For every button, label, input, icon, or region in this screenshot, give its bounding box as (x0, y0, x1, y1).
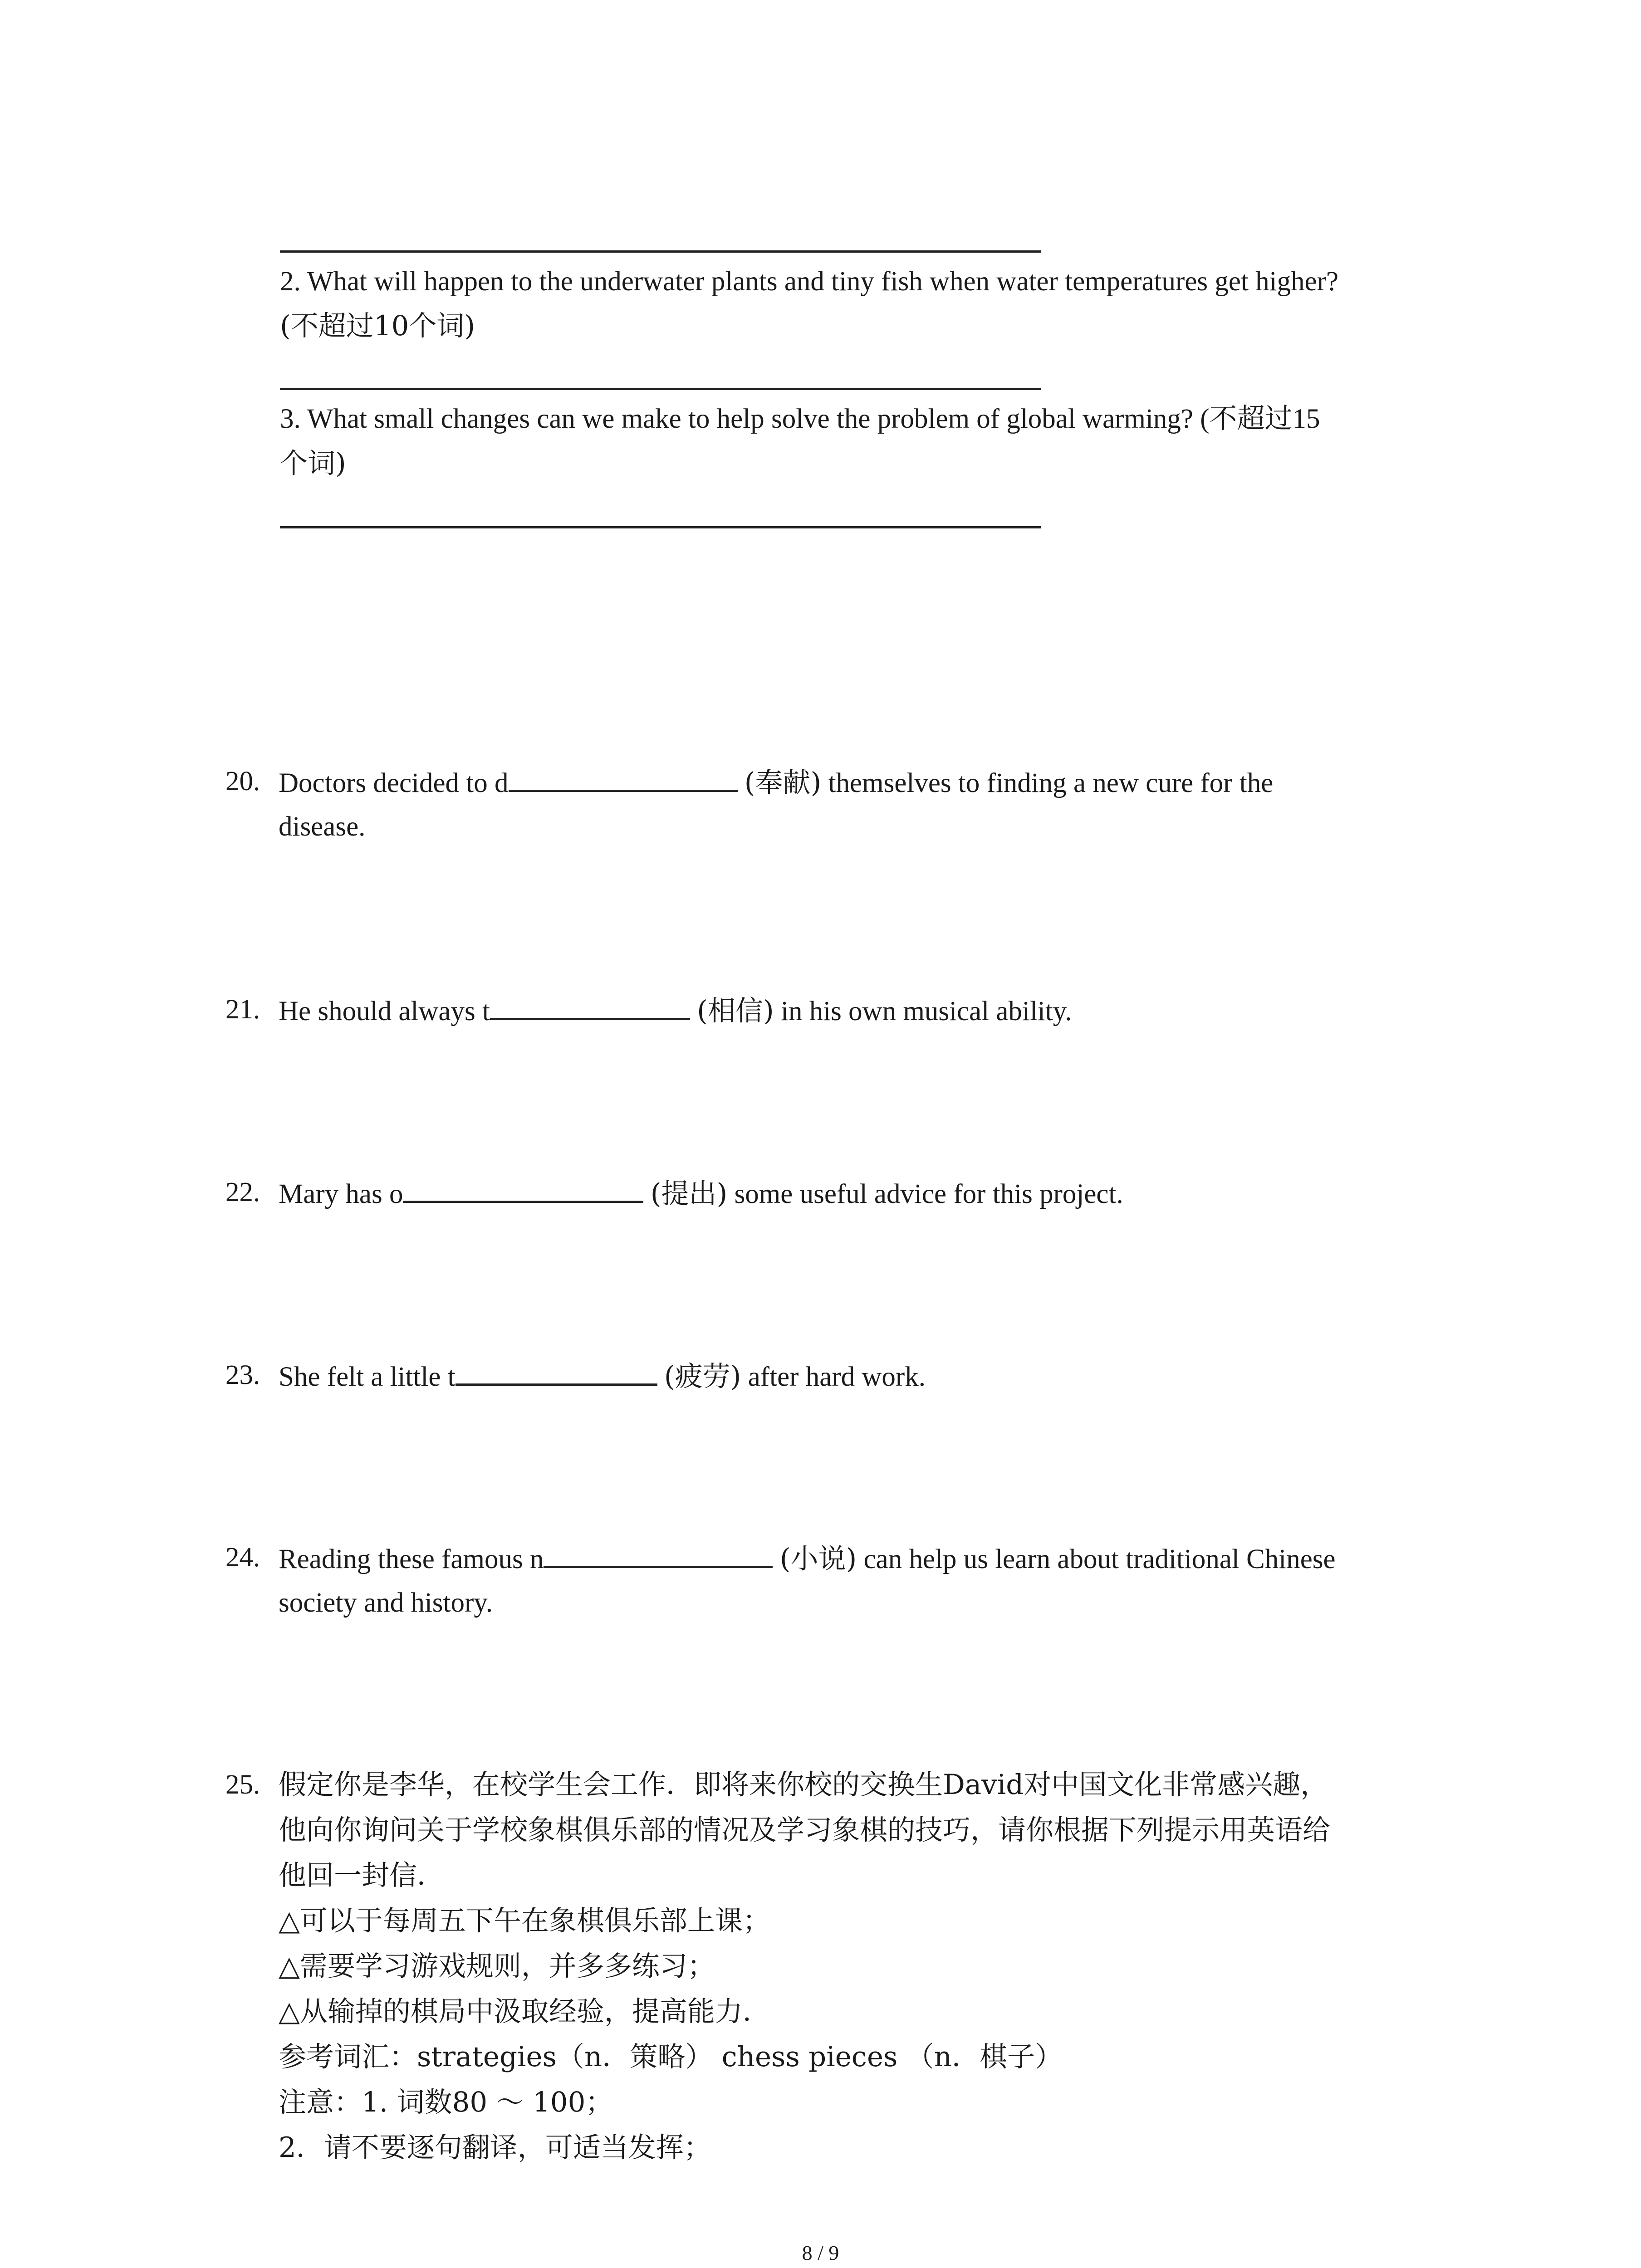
page-number: 8 / 9 (802, 2241, 839, 2264)
question-24-before: Reading these famous n (279, 1544, 544, 1574)
question-23-before: She felt a little t (279, 1361, 456, 1392)
question-24-line2: society and history. (279, 1588, 493, 1618)
question-22-line (279, 1176, 1123, 1211)
blank-22[interactable] (403, 1176, 643, 1203)
question-number-25: 25. (225, 1769, 260, 1800)
question-23-line (279, 1359, 926, 1393)
blank-20[interactable] (509, 765, 738, 792)
question-number-23: 23. (225, 1360, 260, 1390)
question-2-text: 2. What will happen to the underwater plants and tiny fish when water temperatures get higher? (280, 266, 1339, 297)
hint-23: (疲劳) (664, 1360, 741, 1393)
question-20-line2: disease. (279, 811, 366, 842)
hint-22: (提出) (650, 1177, 728, 1210)
hint-20: (奉献) (744, 766, 822, 799)
question-22-before: Mary has o (279, 1178, 403, 1209)
question-20-after: themselves to finding a new cure for the (821, 767, 1274, 798)
question-24-line (279, 1541, 1336, 1576)
writing-prompt-3: △从输掉的棋局中汲取经验，提高能力． (279, 1995, 770, 2028)
question-3-text: 3. What small changes can we make to help solve the problem of global warming? (不超过15 (280, 404, 1320, 434)
question-21-before: He should always t (279, 996, 490, 1026)
writing-vocabulary: 参考词汇：strategies（n．策略） chess pieces （n．棋子） (279, 2041, 1063, 2073)
blank-21[interactable] (490, 993, 690, 1020)
question-20-before: Doctors decided to d (279, 767, 509, 798)
hint-24: (小说) (779, 1542, 857, 1575)
writing-prompt-2: △需要学习游戏规则，并多多练习； (279, 1950, 715, 1982)
question-number-22: 22. (225, 1177, 260, 1207)
question-21-line (279, 993, 1072, 1028)
writing-prompt-1: △可以于每周五下午在象棋俱乐部上课； (279, 1905, 770, 1937)
question-3-limit: 个词) (280, 447, 346, 479)
question-number-21: 21. (225, 994, 260, 1025)
question-20-line (279, 765, 1273, 800)
question-2-limit: (不超过10个词) (280, 310, 475, 342)
question-number-24: 24. (225, 1542, 260, 1573)
question-24-after: can help us learn about traditional Chinese (857, 1544, 1336, 1574)
writing-note-1: 注意：1. 词数80 ～ 100； (279, 2086, 613, 2118)
hint-21: (相信) (697, 994, 774, 1027)
question-22-after: some useful advice for this project. (727, 1178, 1123, 1209)
blank-23[interactable] (456, 1359, 657, 1386)
writing-line-2: 他向你询问关于学校象棋俱乐部的情况及学习象棋的技巧，请你根据下列提示用英语给 (279, 1814, 1331, 1846)
question-23-after: after hard work. (741, 1361, 926, 1392)
answer-line-3[interactable] (280, 526, 1041, 528)
question-number-20: 20. (225, 766, 260, 797)
answer-line-1[interactable] (280, 250, 1041, 253)
writing-line-1: 假定你是李华，在校学生会工作．即将来你校的交换生David对中国文化非常感兴趣， (279, 1769, 1328, 1801)
blank-24[interactable] (544, 1541, 773, 1568)
writing-note-2: 2．请不要逐句翻译，可适当发挥； (279, 2131, 711, 2164)
question-21-after: in his own musical ability. (774, 996, 1072, 1026)
answer-line-2[interactable] (280, 388, 1041, 390)
writing-line-3: 他回一封信． (279, 1859, 445, 1892)
